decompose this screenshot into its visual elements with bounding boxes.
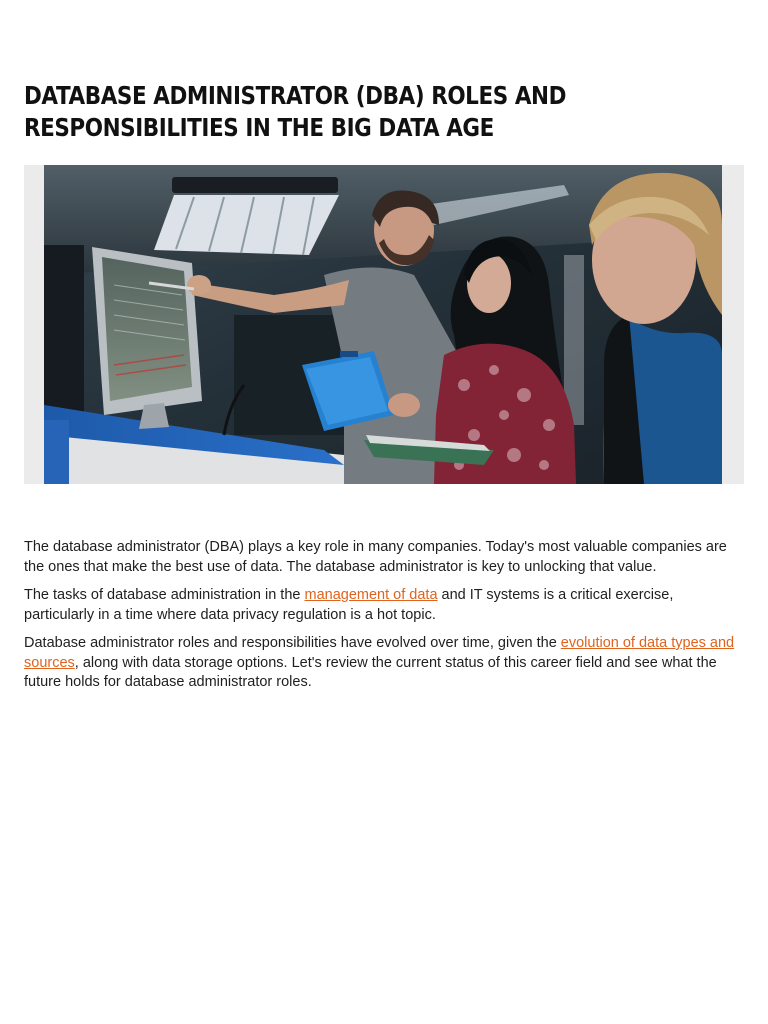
paragraph-3-text-after: , along with data storage options. Let's review the current status of this career field and see what the future holds for database administrator roles. [24,654,717,690]
evolution-of-data-types-link[interactable]: evolution of data types and sources [24,635,735,671]
hero-image [24,165,744,484]
page-title-line-1: DATABASE ADMINISTRATOR (DBA) ROLES AND [24,81,567,110]
paragraph-2-text-before: The tasks of database administration in the [24,587,305,603]
paragraph-3-text-before: Database administrator roles and responsibilities have evolved over time, given the [24,635,561,651]
paragraph-3 [24,634,744,693]
paragraph-1 [24,538,744,577]
paragraph-2-text-after: and IT systems is a critical exercise, particularly in a time where data privacy regulation is a hot topic. [24,587,674,623]
management-of-data-link[interactable]: management of data [304,587,438,603]
page-title [24,80,643,144]
page-title-line-2: RESPONSIBILITIES IN THE BIG DATA AGE [24,113,494,142]
article-body [24,538,744,702]
paragraph-1-text: The database administrator (DBA) plays a key role in many companies. Today's most valuable companies are the ones that make the best use of data. The database administrator is key to unlocking that value. [24,539,727,575]
photo-office-team-at-monitor-icon [44,165,722,484]
paragraph-2 [24,586,744,625]
